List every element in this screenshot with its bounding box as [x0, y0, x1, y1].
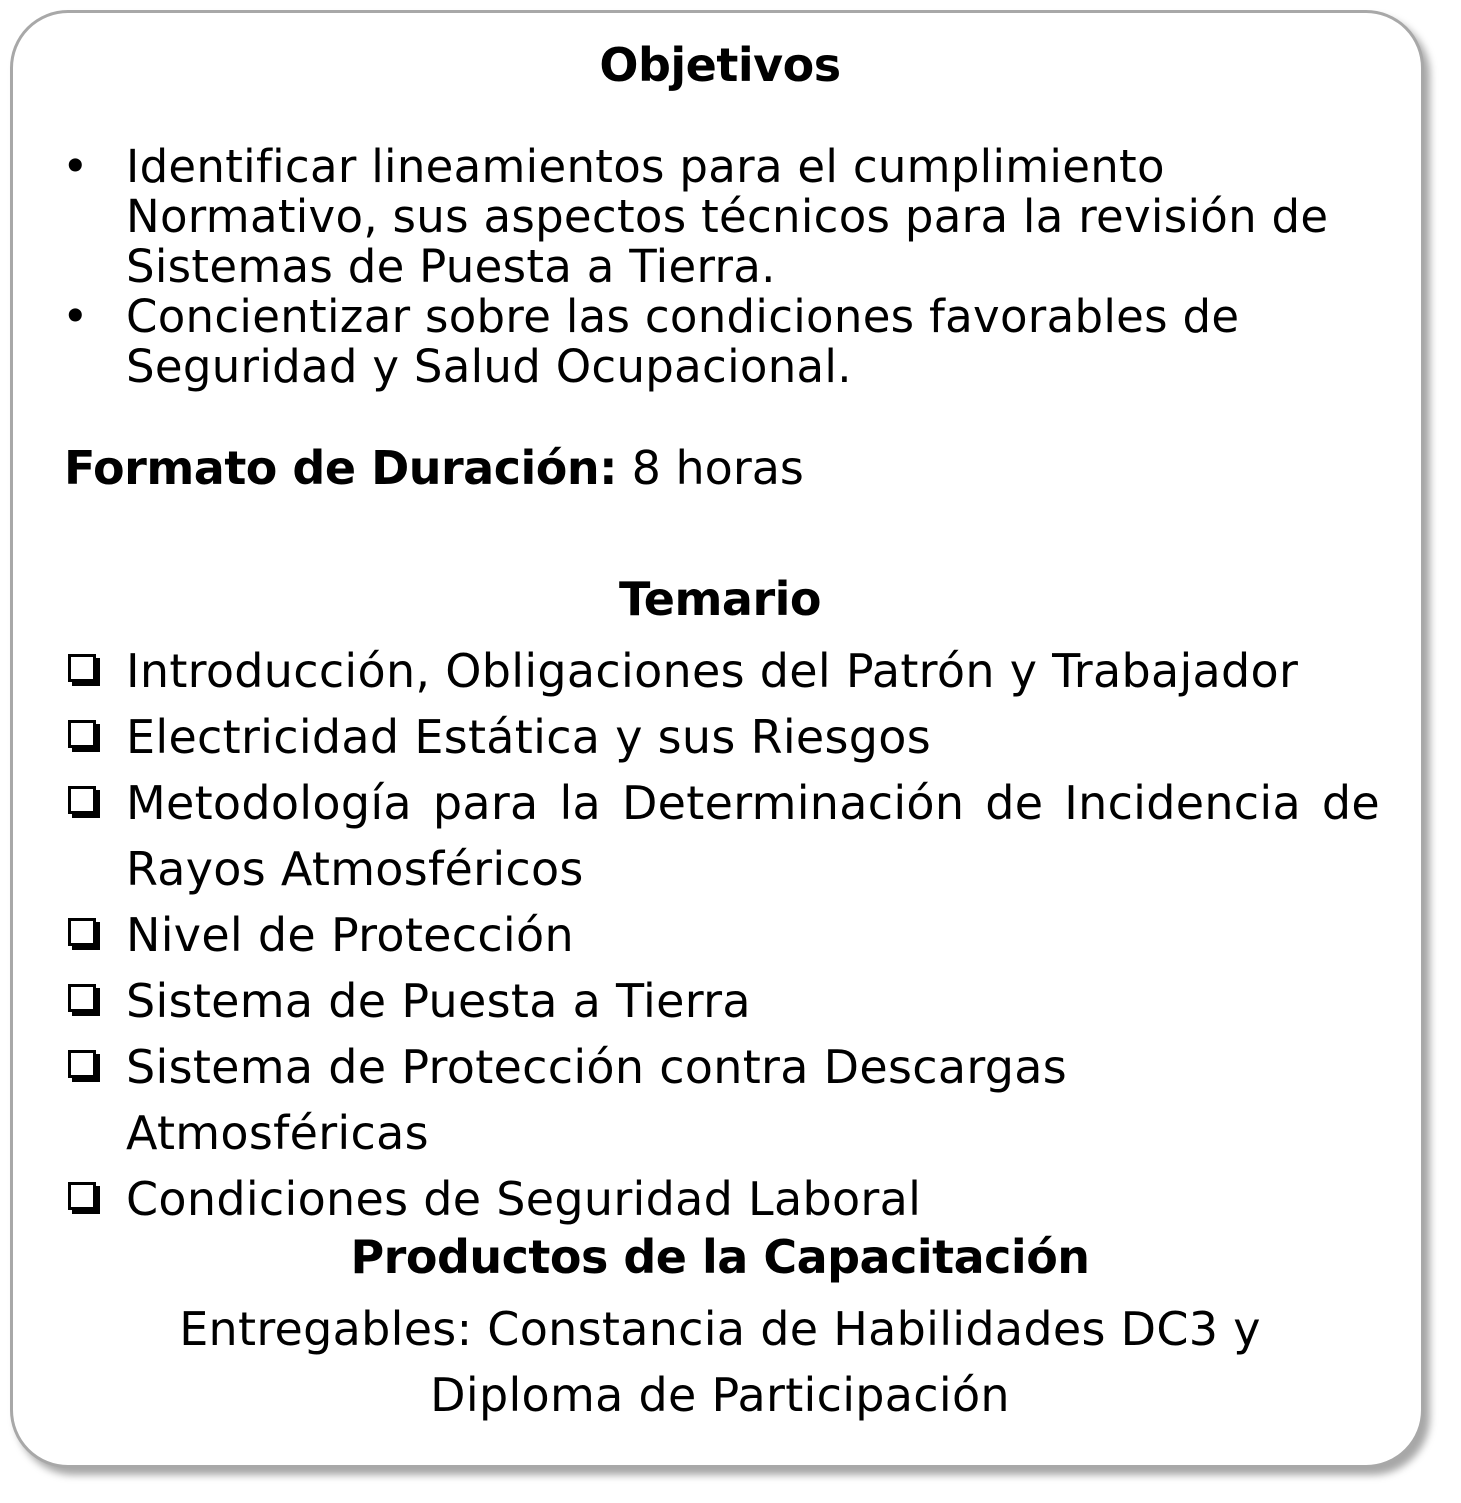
list-item — [64, 638, 1380, 704]
topic-text: Metodología para la Determinación de Incidencia de Rayos Atmosféricos — [126, 776, 1380, 896]
products-description — [0, 1296, 1440, 1428]
duration-value: 8 horas — [631, 441, 804, 495]
list-item — [64, 1166, 1380, 1232]
topic-text: Nivel de Protección — [126, 908, 574, 962]
topic-text: Introducción, Obligaciones del Patrón y Trabajador — [126, 644, 1299, 698]
objective-text: Identificar lineamientos para el cumplimiento Normativo, sus aspectos técnicos para la revisión de Sistemas de Puesta a Tierra. — [126, 140, 1329, 293]
checkbox-icon — [68, 1050, 96, 1078]
list-item — [58, 142, 1368, 292]
checkbox-icon — [68, 720, 96, 748]
duration-label: Formato de Duración: — [64, 441, 618, 495]
objective-text: Concientizar sobre las condiciones favorables de Seguridad y Salud Ocupacional. — [126, 290, 1240, 393]
bullet-icon: • — [62, 290, 89, 343]
checkbox-icon — [68, 984, 96, 1012]
products-line-2: Diploma de Participación — [430, 1368, 1010, 1422]
checkbox-icon — [68, 654, 96, 682]
checkbox-icon — [68, 918, 96, 946]
topic-text: Electricidad Estática y sus Riesgos — [126, 710, 931, 764]
list-item — [64, 1034, 1380, 1166]
topic-text: Sistema de Puesta a Tierra — [126, 974, 751, 1028]
bullet-icon: • — [62, 140, 89, 193]
list-item — [64, 968, 1380, 1034]
list-item — [64, 704, 1380, 770]
topic-text: Sistema de Protección contra Descargas Atmosféricas — [126, 1040, 1067, 1160]
syllabus-list — [64, 638, 1380, 1232]
list-item — [64, 770, 1380, 902]
checkbox-icon — [68, 786, 96, 814]
duration-line — [64, 440, 804, 496]
list-item — [64, 902, 1380, 968]
syllabus-title: Temario — [619, 572, 821, 626]
products-title: Productos de la Capacitación — [350, 1230, 1090, 1284]
topic-text: Condiciones de Seguridad Laboral — [126, 1172, 922, 1226]
products-line-1: Entregables: Constancia de Habilidades DC3 y — [179, 1302, 1261, 1356]
list-item — [58, 292, 1368, 392]
objectives-title: Objetivos — [599, 38, 841, 92]
checkbox-icon — [68, 1182, 96, 1210]
objectives-list — [58, 142, 1368, 392]
